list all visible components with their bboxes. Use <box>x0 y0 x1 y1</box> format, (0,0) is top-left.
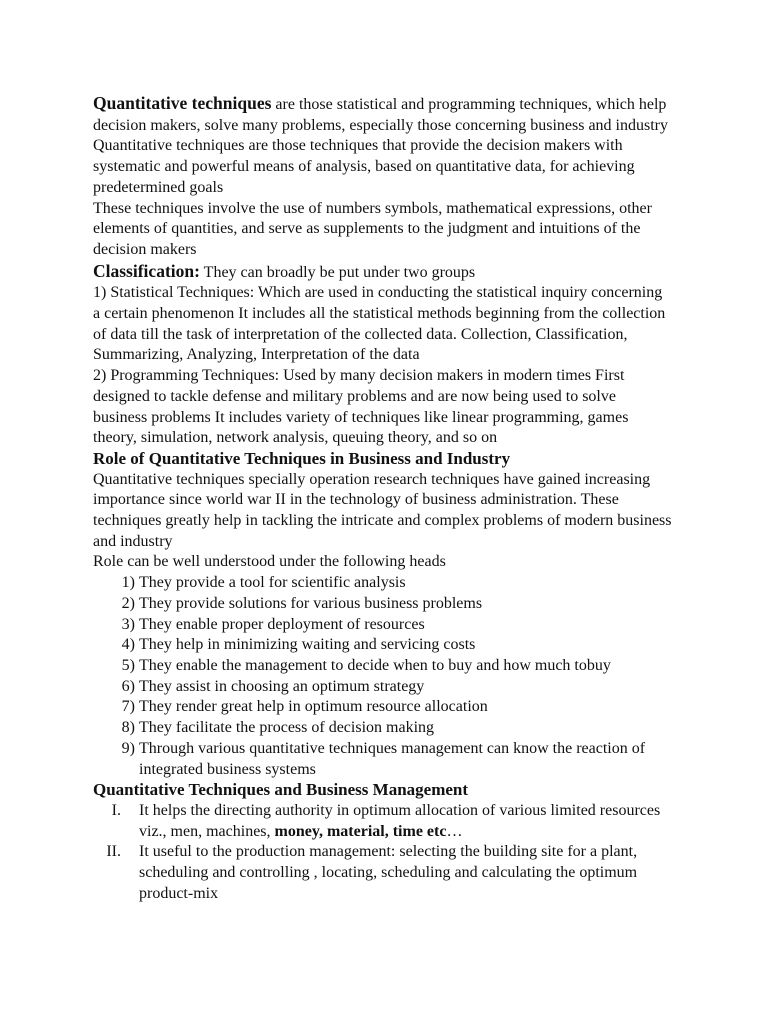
list-number: 6) <box>121 677 135 695</box>
role-list-item <box>93 573 673 594</box>
role-paragraph-1: Quantitative techniques specially operation research techniques have gained increasing importance since world war II in the technology of business administration. These techniques greatly help in tackling the intricate and complex problems of modern business and industry <box>93 470 672 550</box>
classification-item-statistical: 1) Statistical Techniques: Which are used in conducting the statistical inquiry concerning a certain phenomenon It includes all the statistical methods beginning from the collection of data till the task of interpretation of the collected data. Collection, Classification, Summarizing, Analyzing, Interpretation of the data <box>93 284 666 364</box>
list-text: They assist in choosing an optimum strategy <box>139 677 425 695</box>
classification-heading: Classification: <box>93 260 200 281</box>
list-number: 1) <box>121 574 135 592</box>
list-text: They enable proper deployment of resources <box>139 615 425 633</box>
list-text: They provide solutions for various business problems <box>139 594 483 612</box>
list-text-ellipsis: … <box>446 822 463 840</box>
intro-definition: are those statistical and programming techniques, which help decision makers, solve many problems, especially those concerning business and industry <box>93 96 668 134</box>
intro-term: Quantitative techniques <box>93 93 272 113</box>
list-number: 8) <box>121 719 135 737</box>
list-text-emphasis: money, material, time etc <box>274 822 447 840</box>
list-number: I. <box>111 801 121 819</box>
classification-intro: They can broadly be put under two groups <box>199 263 476 281</box>
role-list-item <box>93 739 673 780</box>
role-list-item <box>93 594 673 615</box>
role-heading: Role of Quantitative Techniques in Business and Industry <box>93 448 511 468</box>
management-heading: Quantitative Techniques and Business Management <box>93 780 469 800</box>
classification-item-programming: 2) Programming Techniques: Used by many decision makers in modern times First designed to tackle defense and military problems and are now being used to solve business problems It includes variety of techniques like linear programming, games theory, simulation, network analysis, queuing theory, and so on <box>93 367 629 447</box>
management-list-item <box>93 842 673 904</box>
list-text: It useful to the production management: selecting the building site for a plant, scheduling and controlling , locating, scheduling and calculating the optimum product-mix <box>139 843 638 902</box>
list-number: 9) <box>121 739 135 757</box>
intro-paragraph-1 <box>93 93 673 136</box>
list-number: 7) <box>121 698 135 716</box>
role-list-item <box>93 656 673 677</box>
list-number: II. <box>106 843 121 861</box>
role-list-item <box>93 615 673 636</box>
management-list <box>93 801 673 905</box>
management-list-item <box>93 801 673 842</box>
classification-line <box>93 261 673 284</box>
role-paragraph-2: Role can be well understood under the following heads <box>93 553 446 571</box>
list-text: They help in minimizing waiting and servicing costs <box>139 636 476 654</box>
role-list <box>93 573 673 780</box>
list-text: It helps the directing authority in optimum allocation of various limited resources viz., men, machines, <box>139 801 661 840</box>
list-number: 2) <box>121 594 135 612</box>
role-list-item <box>93 635 673 656</box>
list-text: They enable the management to decide when to buy and how much tobuy <box>139 656 611 674</box>
list-number: 3) <box>121 615 135 633</box>
list-number: 4) <box>121 636 135 654</box>
role-list-item <box>93 697 673 718</box>
list-text: They render great help in optimum resource allocation <box>139 698 488 716</box>
intro-paragraph-3: These techniques involve the use of numbers symbols, mathematical expressions, other elements of quantities, and serve as supplements to the judgment and intuitions of the decision makers <box>93 199 652 258</box>
list-number: 5) <box>121 656 135 674</box>
list-text: They provide a tool for scientific analysis <box>139 574 406 592</box>
role-list-item <box>93 677 673 698</box>
list-text: Through various quantitative techniques management can know the reaction of integrated business systems <box>139 739 646 778</box>
intro-paragraph-2: Quantitative techniques are those techniques that provide the decision makers with systematic and powerful means of analysis, based on quantitative data, for achieving predetermined goals <box>93 137 635 196</box>
document-body <box>93 93 673 904</box>
role-list-item <box>93 718 673 739</box>
list-text: They facilitate the process of decision making <box>139 719 435 737</box>
